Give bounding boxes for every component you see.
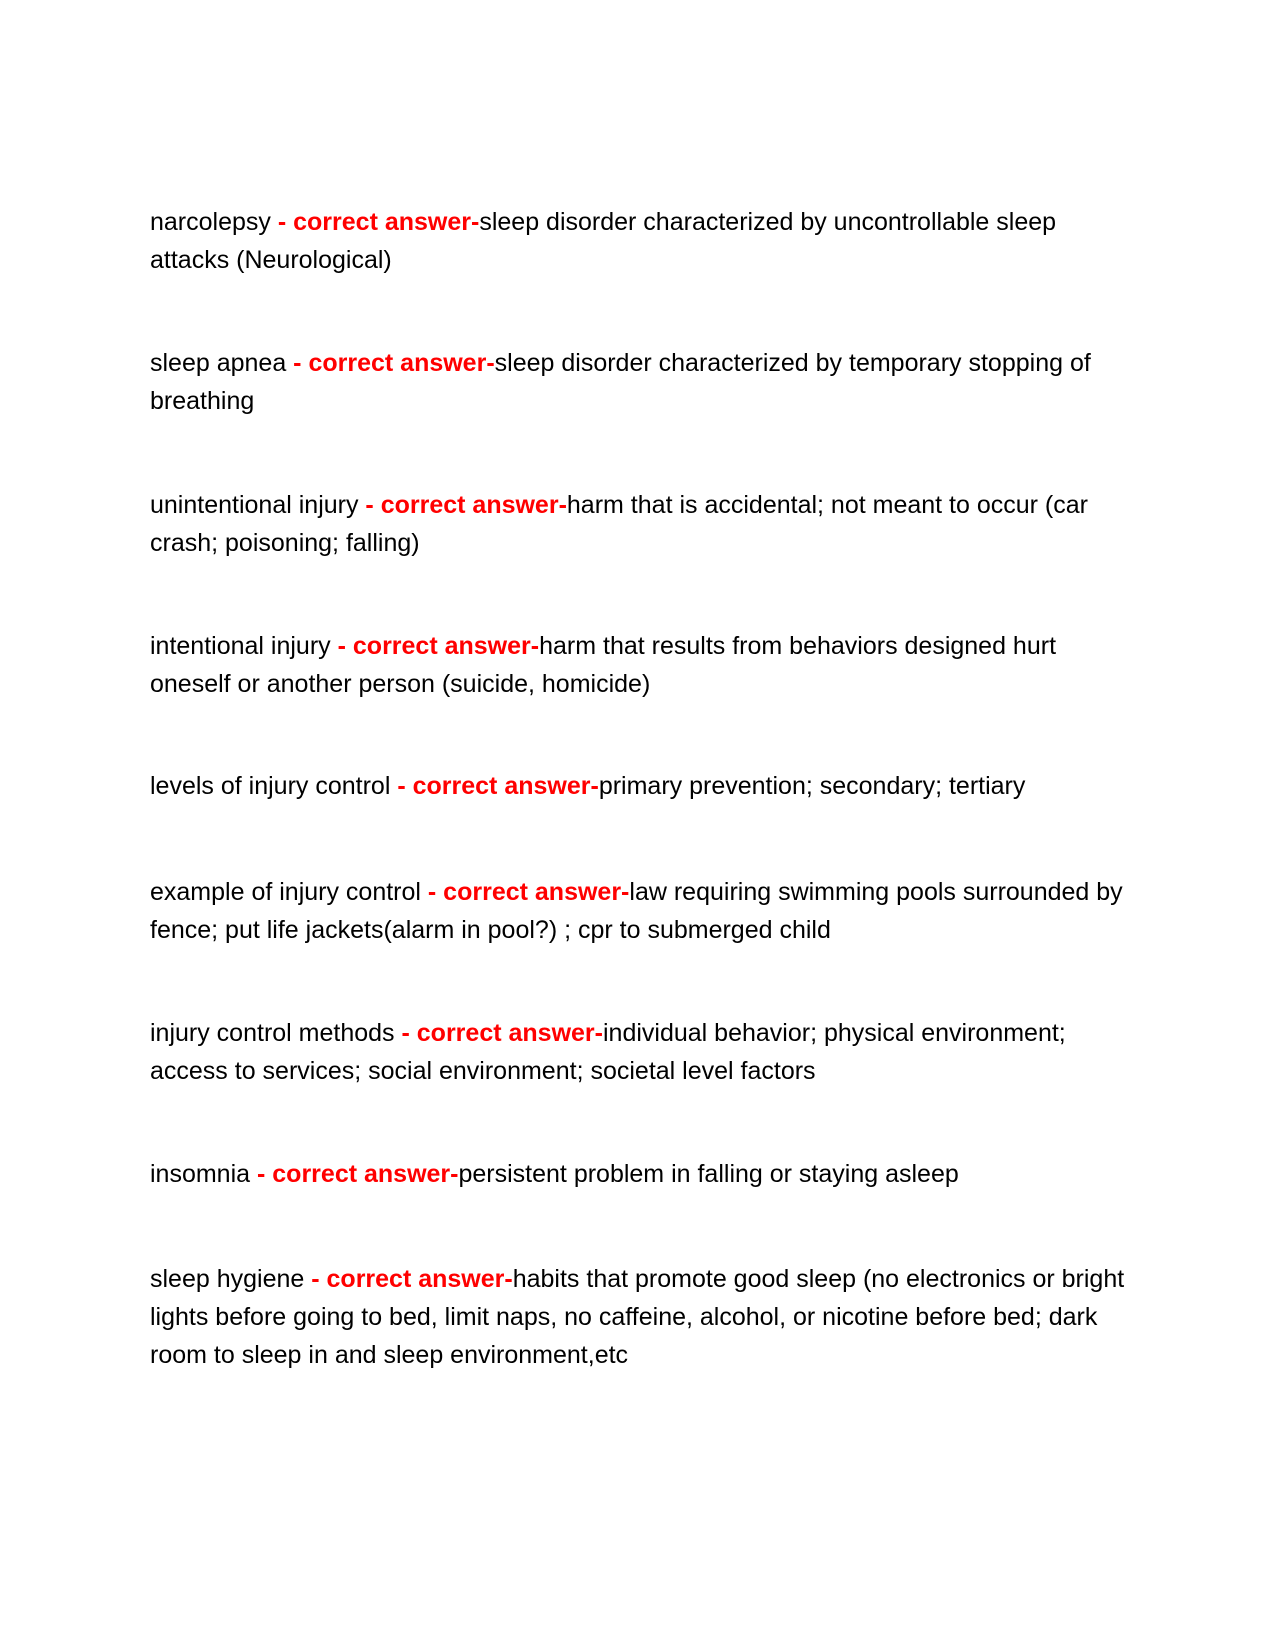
correct-answer-label: - correct answer- [420,878,630,906]
qa-entry-example-of-injury-control [150,873,1135,949]
correct-answer-label: - correct answer- [250,1160,459,1188]
correct-answer-label: - correct answer- [390,772,599,800]
answer: sleep disorder characterized by uncontrollable sleep attacks (Neurological) [150,208,1057,274]
correct-answer-label: - correct answer- [358,491,567,519]
qa-entry-narcolepsy [150,203,1135,279]
answer: persistent problem in falling or staying asleep [458,1160,959,1188]
correct-answer-label: - correct answer- [304,1265,513,1293]
qa-entry-unintentional-injury [150,486,1135,562]
correct-answer-label: - correct answer- [270,208,480,236]
qa-entry-levels-of-injury-control [150,767,1135,805]
answer: habits that promote good sleep (no electronics or bright lights before going to bed, limit naps, no caffeine, alcohol, or nicotine before bed; dark room to sleep in and sleep environment,etc [150,1265,1125,1369]
qa-entry-injury-control-methods [150,1014,1135,1090]
correct-answer-label: - correct answer- [394,1019,603,1047]
answer: primary prevention; secondary; tertiary [598,772,1026,800]
qa-entry-intentional-injury [150,627,1135,703]
answer: harm that is accidental; not meant to occur (car crash; poisoning; falling) [150,491,1088,557]
term: sleep apnea [150,349,287,377]
answer: sleep disorder characterized by temporary stopping of breathing [150,349,1091,415]
term: unintentional injury [150,491,359,519]
qa-entry-sleep-apnea [150,344,1135,420]
qa-entry-insomnia [150,1155,1135,1193]
correct-answer-label: - correct answer- [286,349,495,377]
correct-answer-label: - correct answer- [330,632,540,660]
qa-entry-sleep-hygiene [150,1260,1135,1374]
term: sleep hygiene [150,1265,305,1293]
term: narcolepsy [150,208,271,236]
answer: law requiring swimming pools surrounded by fence; put life jackets(alarm in pool?) ; cpr to submerged child [150,878,1123,944]
term: intentional injury [150,632,331,660]
answer: individual behavior; physical environment; access to services; social environment; societal level factors [150,1019,1066,1085]
term: example of injury control [150,878,421,906]
term: insomnia [150,1160,251,1188]
term: levels of injury control [150,772,391,800]
answer: harm that results from behaviors designed hurt oneself or another person (suicide, homicide) [150,632,1057,698]
term: injury control methods [150,1019,395,1047]
